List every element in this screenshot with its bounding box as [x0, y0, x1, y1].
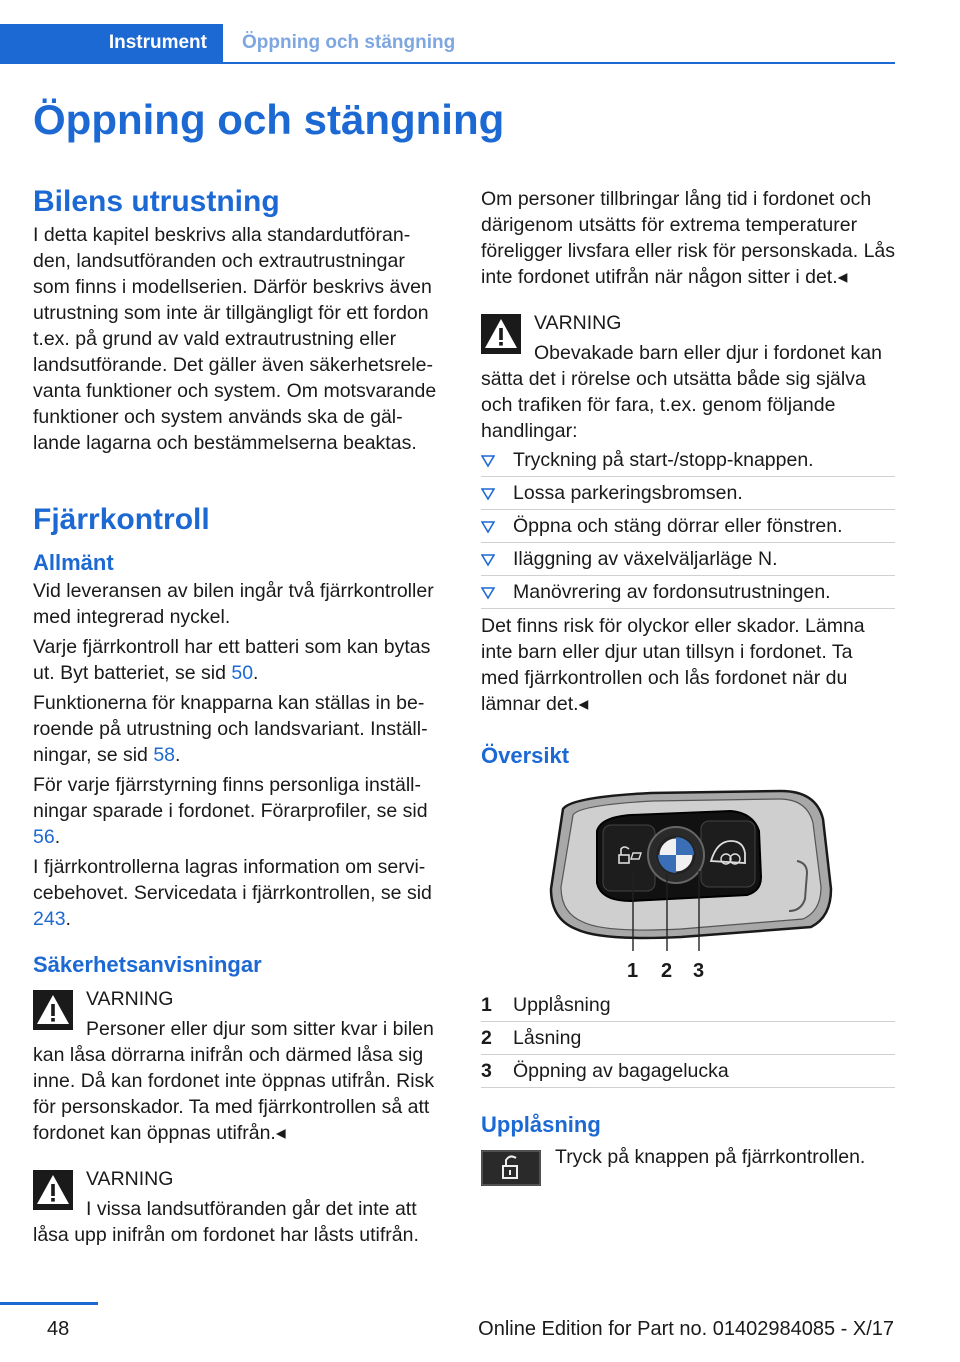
edition-note: Online Edition for Part no. 01402984085 - X/17 [478, 1318, 894, 1340]
warning-block-2 [33, 1166, 447, 1248]
left-column [33, 182, 447, 1248]
breadcrumb[interactable]: Öppning och stängning [242, 32, 456, 53]
page-title: Öppning och stängning [33, 96, 505, 143]
legend-label: Upplåsning [513, 994, 611, 1016]
warning-triangle-icon [33, 1170, 73, 1210]
warning-block-3 [481, 310, 895, 444]
list-item [481, 444, 895, 477]
list-item-text: Öppna och stäng dörrar eller fönstren. [513, 515, 843, 537]
footer-accent-line [0, 1302, 98, 1305]
right-column [481, 186, 895, 1214]
subsection-title-overview: Översikt [481, 743, 570, 768]
period: . [65, 908, 71, 930]
general-paragraph-4 [33, 772, 447, 850]
warning-continuation: Om personer tillbringar lång tid i fordonet och därigenom utsätts för extrema temperaturer föreligger livsfara eller risk för personskada. Lås inte fordonet utifrån när någon sitter i det.◂ [481, 188, 896, 288]
period: . [54, 826, 61, 848]
legend-number: 3 [481, 1060, 492, 1082]
warning-2-head: I vissa landsutföranden går det inte att [86, 1198, 417, 1220]
page-link-243[interactable]: 243 [33, 908, 66, 930]
page-link-50[interactable]: 50 [231, 662, 254, 684]
unlock-text: Tryck på knappen på fjärrkontrollen. [555, 1146, 866, 1168]
remote-key-figure [481, 779, 895, 989]
legend-number: 1 [481, 994, 492, 1016]
bullet-triangle-icon [481, 586, 495, 600]
legend-label: Låsning [513, 1027, 582, 1049]
header-bar [0, 24, 895, 64]
bullet-triangle-icon [481, 454, 495, 468]
list-item-text: Manövrering av fordonsutrustningen. [513, 581, 831, 603]
list-item [481, 477, 895, 510]
hazard-list [481, 444, 895, 609]
list-item-text: Lossa parkeringsbromsen. [513, 482, 743, 504]
general-paragraph-1: Vid leveransen av bilen ingår två fjärrkontroller med integrerad nyckel. [33, 580, 434, 628]
bullet-triangle-icon [481, 520, 495, 534]
legend-item [481, 989, 895, 1022]
callout-label-2: 2 [661, 960, 673, 982]
period: . [175, 744, 181, 766]
warning-3-text: sätta det i rörelse och utsätta både sig själva och trafiken för fara, t.ex. genom följande handlingar: [481, 368, 866, 442]
general-paragraph-2 [33, 634, 447, 686]
callout-label-3: 3 [693, 960, 705, 982]
bullet-triangle-icon [481, 487, 495, 501]
warning-label: VARNING [86, 1168, 174, 1190]
paragraph-text: Varje fjärrkontroll har ett batteri som kan bytas ut. Byt batteriet, se sid [33, 636, 431, 684]
general-paragraph-5 [33, 854, 447, 932]
warning-1-text: kan låsa dörrarna inifrån och därmed låsa sig inne. Då kan fordonet inte öppnas utifrån. Risk för personskador. Ta med fjärrkontrollen så att fordonet kan öppnas utifrån.◂ [33, 1044, 435, 1144]
warning-label: VARNING [534, 312, 622, 334]
list-item-text: Iläggning av växelväljarläge N. [513, 548, 778, 570]
warning-1-head: Personer eller djur som sitter kvar i bilen [86, 1018, 434, 1040]
tab-instrument[interactable]: Instrument [0, 24, 223, 62]
remote-key-illustration [481, 779, 895, 989]
subsection-title-general: Allmänt [33, 550, 114, 575]
warning-3-head: Obevakade barn eller djur i fordonet kan [534, 342, 882, 364]
warning-label: VARNING [86, 988, 174, 1010]
list-item [481, 576, 895, 609]
equipment-text: I detta kapitel beskrivs alla standardutföran-den, landsutföranden och extrautrustningar som finns i modellserien. Därför beskrivs även utrustning som inte är tillgängligt för ett fordon t.ex. på grund av vald extrautrustning eller landsutförande. Det gäller även säkerhetsrele-vanta funktioner och system. Om motsvarande funktioner och system används ska de gäl-lande lagarna och bestämmelserna beaktas. [33, 224, 437, 454]
warning-block-1 [33, 986, 447, 1146]
bullet-triangle-icon [481, 553, 495, 567]
general-paragraph-3 [33, 690, 447, 768]
subsection-title-unlocking: Upplåsning [481, 1112, 601, 1137]
page-link-58[interactable]: 58 [153, 744, 176, 766]
unlock-instruction [481, 1144, 895, 1214]
page-link-56[interactable]: 56 [33, 826, 55, 848]
callout-label-1: 1 [627, 960, 639, 982]
paragraph-text: I fjärrkontrollerna lagras information om servi-cebehovet. Servicedata i fjärrkontrollen, se sid [33, 856, 432, 904]
warning-triangle-icon [33, 990, 73, 1030]
subsection-title-safety: Säkerhetsanvisningar [33, 952, 262, 977]
legend-list [481, 989, 895, 1088]
paragraph-text: För varje fjärrstyrning finns personliga inställ-ningar sparade i fordonet. Förarprofiler, se sid [33, 774, 428, 822]
legend-label: Öppning av bagagelucka [513, 1060, 729, 1082]
warning-2-text: låsa upp inifrån om fordonet har låsts utifrån. [33, 1224, 419, 1246]
unlock-button-icon [481, 1150, 541, 1186]
section-title-remote: Fjärrkontroll [33, 503, 210, 536]
period: . [253, 662, 259, 684]
section-title-equipment: Bilens utrustning [33, 185, 280, 218]
warning-triangle-icon [481, 314, 521, 354]
list-item [481, 543, 895, 576]
legend-item [481, 1022, 895, 1055]
list-item-text: Tryckning på start-/stopp-knappen. [513, 449, 814, 471]
page-number: 48 [47, 1318, 70, 1340]
risk-text: Det finns risk för olyckor eller skador. Lämna inte barn eller djur utan tillsyn i fordonet. Ta med fjärrkontrollen och lås fordonet när du lämnar det.◂ [481, 615, 865, 715]
legend-number: 2 [481, 1027, 492, 1049]
legend-item [481, 1055, 895, 1088]
paragraph-text: Funktionerna för knapparna kan ställas in be-roende på utrustning och landsvariant. Inställ-ningar, se sid [33, 692, 428, 766]
list-item [481, 510, 895, 543]
